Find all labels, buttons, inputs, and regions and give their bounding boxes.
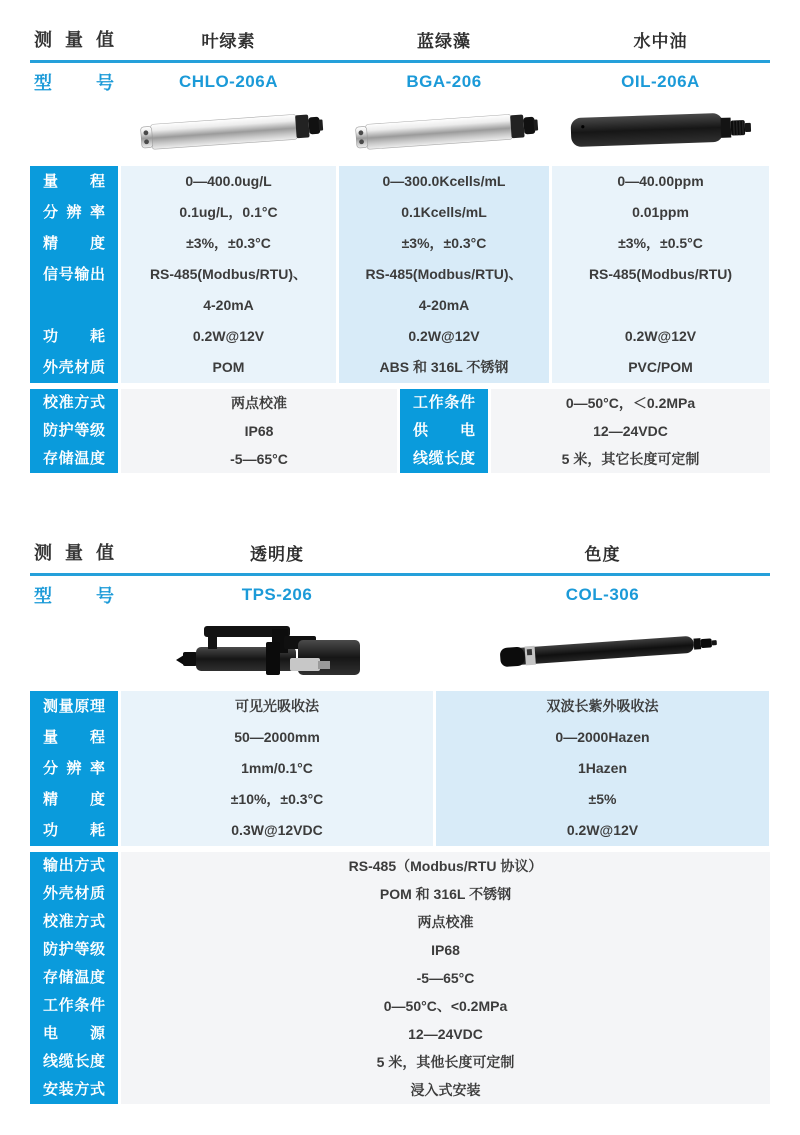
sensor-image-chlo-206a <box>129 100 329 167</box>
sensor-image-col-306 <box>488 619 718 686</box>
table1-col-bga: 0—300.0Kcells/mL 0.1Kcells/mL ±3%，±0.3°C RS-485(Modbus/RTU)、 4-20mA 0.2W@12V ABS 和 316L 不锈钢 <box>339 166 549 383</box>
table1-spec-labels <box>30 166 118 383</box>
model-bga-206: BGA-206 <box>406 71 482 91</box>
label-protection-rating: 防护等级 <box>43 422 105 439</box>
spec-label-resolution: 分辨率 <box>43 204 105 221</box>
sensor-table-2 <box>30 531 770 1104</box>
label-calibration: 校准方式 <box>43 394 105 411</box>
table1-col-chlo: 0—400.0ug/L 0.1ug/L，0.1°C ±3%，±0.3°C RS-485(Modbus/RTU)、 4-20mA 0.2W@12V POM <box>121 166 336 383</box>
table2-spec-block <box>30 691 770 846</box>
spec-label-range: 量程 <box>43 729 105 746</box>
spec-label-signal-output: 信号输出 <box>43 266 105 283</box>
label-protection-rating: 防护等级 <box>43 941 105 958</box>
label-storage-temp: 存储温度 <box>43 450 105 467</box>
label-working-conditions: 工作条件 <box>413 394 475 411</box>
label-installation: 安装方式 <box>43 1081 105 1098</box>
table2-model-label: 型号 <box>34 585 114 606</box>
label-calibration: 校准方式 <box>43 913 105 930</box>
spec-label-range: 量程 <box>43 173 105 190</box>
model-col-306: COL-306 <box>565 584 640 604</box>
table1-model-row <box>30 63 770 100</box>
label-output-mode: 输出方式 <box>43 857 105 874</box>
table1-footer-block <box>30 389 770 473</box>
table1-spec-block <box>30 166 770 383</box>
spec-label-housing: 外壳材质 <box>43 359 105 376</box>
table1-header-col-bluegreen-algae: 蓝绿藻 <box>417 31 471 51</box>
table1-header-col-chlorophyll: 叶绿素 <box>201 31 256 51</box>
spec-label-power: 功耗 <box>43 822 105 839</box>
table1-header-row <box>30 18 770 60</box>
spec-label-power: 功耗 <box>43 328 105 345</box>
model-oil-206a: OIL-206A <box>621 71 700 91</box>
table2-model-row <box>30 576 770 613</box>
sensor-image-oil-206a <box>561 100 761 167</box>
model-chlo-206a: CHLO-206A <box>179 71 278 91</box>
table2-product-images-row <box>30 613 770 691</box>
table1-footer-right-labels <box>400 389 488 473</box>
table2-spec-labels <box>30 691 118 846</box>
spec-label-accuracy: 精度 <box>43 791 105 808</box>
label-power-source: 电源 <box>43 1025 105 1042</box>
table1-product-images-row <box>30 100 770 166</box>
sensor-image-tps-206 <box>172 614 382 691</box>
spec-label-accuracy: 精度 <box>43 235 105 252</box>
table1-header-col-oil-in-water: 水中油 <box>633 31 688 51</box>
spec-label-resolution: 分辨率 <box>43 760 105 777</box>
spec-label-principle: 测量原理 <box>43 698 105 715</box>
table2-header-row <box>30 531 770 573</box>
sensor-table-1 <box>30 18 770 473</box>
table1-footer-left-values: 两点校准 IP68 -5—65°C <box>121 389 397 473</box>
label-power-supply: 供电 <box>413 422 475 439</box>
label-storage-temp: 存储温度 <box>43 969 105 986</box>
table2-footer-labels <box>30 852 118 1104</box>
table2-footer-values: RS-485（Modbus/RTU 协议） POM 和 316L 不锈钢 两点校准 IP68 -5—65°C 0—50°C、<0.2MPa 12—24VDC 5 米，其他长度可定制 浸入式安装 <box>121 852 770 1104</box>
table2-header-col-chroma: 色度 <box>584 544 621 564</box>
table1-footer-left-labels <box>30 389 118 473</box>
table1-model-label: 型号 <box>34 72 114 93</box>
table1-col-oil: 0—40.00ppm 0.01ppm ±3%，±0.5°C RS-485(Modbus/RTU) 0.2W@12V PVC/POM <box>552 166 769 383</box>
table2-col-col306: 双波长紫外吸收法 0—2000Hazen 1Hazen ±5% 0.2W@12V <box>436 691 769 846</box>
table2-header-col-transparency: 透明度 <box>250 544 304 564</box>
label-cable-length: 线缆长度 <box>413 450 475 467</box>
table2-col-tps: 可见光吸收法 50—2000mm 1mm/0.1°C ±10%，±0.3°C 0.3W@12VDC <box>121 691 433 846</box>
label-cable-length: 线缆长度 <box>43 1053 105 1070</box>
table1-footer-right-values: 0—50°C，＜0.2MPa 12—24VDC 5 米，其它长度可定制 <box>491 389 770 473</box>
table2-header-label: 测量值 <box>34 543 114 563</box>
label-working-conditions: 工作条件 <box>43 997 105 1014</box>
sensor-image-bga-206 <box>344 100 544 167</box>
label-housing: 外壳材质 <box>43 885 105 902</box>
table1-header-label: 测量值 <box>34 30 114 50</box>
model-tps-206: TPS-206 <box>241 584 313 604</box>
table2-footer-block <box>30 852 770 1104</box>
